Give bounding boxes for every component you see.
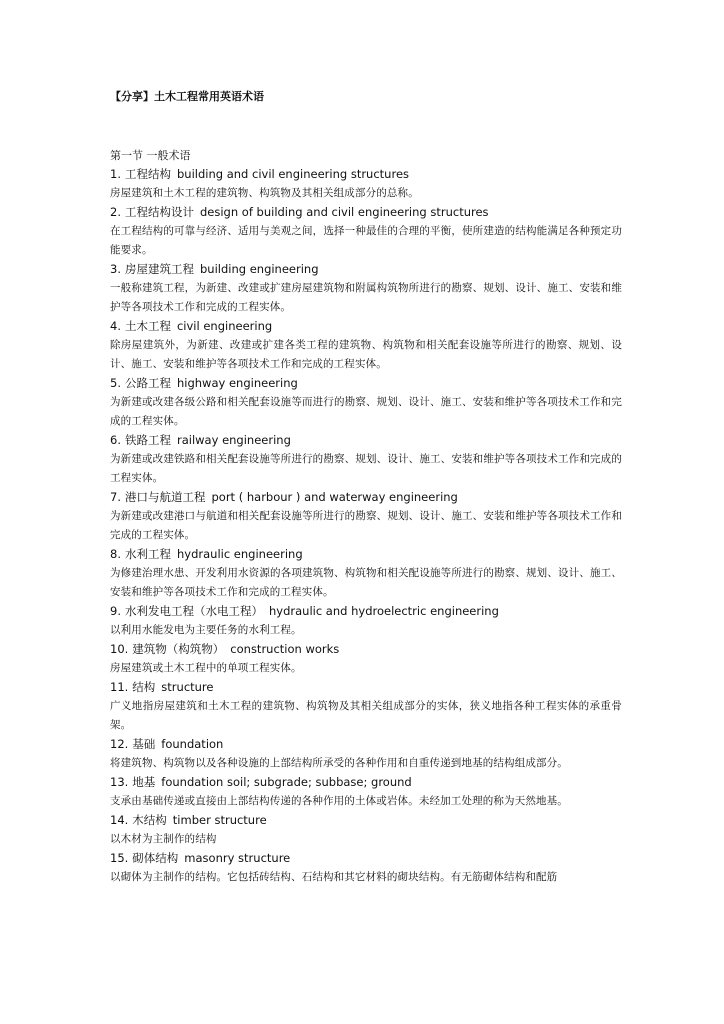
term-english: structure: [161, 680, 214, 694]
term-chinese: 港口与航道工程: [124, 490, 206, 504]
term-entry: [110, 811, 622, 849]
term-english: hydraulic and hydroelectric engineering: [268, 604, 499, 618]
term-number: 8.: [110, 547, 121, 561]
term-title: [110, 374, 622, 393]
term-chinese: 房屋建筑工程: [124, 262, 194, 276]
term-title: [110, 431, 622, 450]
term-english: building and civil engineering structures: [176, 167, 410, 181]
term-english: civil engineering: [176, 319, 273, 333]
term-title: [110, 735, 622, 754]
term-title: [110, 602, 622, 621]
term-chinese: 砌体结构: [132, 851, 179, 865]
term-english: highway engineering: [176, 376, 298, 390]
term-description: 为修建治理水患、开发利用水资源的各项建筑物、构筑物和相关配设施等所进行的勘察、规划、设计、施工、安装和维护等各项技术工作和完成的工程实体。: [110, 567, 622, 598]
term-entry: [110, 602, 622, 640]
term-english: design of building and civil engineering structures: [199, 205, 489, 219]
term-number: 14.: [110, 813, 129, 827]
term-title: [110, 811, 622, 830]
term-description: 以利用水能发电为主要任务的水利工程。: [110, 624, 302, 636]
document-content: [110, 146, 622, 887]
term-entry: [110, 545, 622, 602]
document-title: 【分享】土木工程常用英语术语: [110, 90, 264, 103]
term-number: 11.: [110, 680, 129, 694]
term-list: [110, 165, 622, 887]
term-description: 以砌体为主制作的结构。它包括砖结构、石结构和其它材料的砌块结构。有无筋砌体结构和配筋: [110, 871, 558, 883]
term-number: 10.: [110, 642, 129, 656]
term-english: foundation soil; subgrade; subbase; ground: [161, 775, 412, 789]
term-description: 将建筑物、构筑物以及各种设施的上部结构所承受的各种作用和自重传递到地基的结构组成部分。: [110, 757, 568, 769]
term-description: 房屋建筑或土木工程中的单项工程实体。: [110, 662, 302, 674]
term-entry: [110, 165, 622, 203]
term-description: 以木材为主制作的结构: [110, 833, 217, 845]
term-number: 13.: [110, 775, 129, 789]
term-chinese: 工程结构: [124, 167, 171, 181]
term-title: [110, 317, 622, 336]
term-number: 6.: [110, 433, 121, 447]
term-description: 广义地指房屋建筑和土木工程的建筑物、构筑物及其相关组成部分的实体，狭义地指各种工程实体的承重骨架。: [110, 700, 622, 731]
term-description: 为新建或改建铁路和相关配套设施等所进行的勘察、规划、设计、施工、安装和维护等各项技术工作和完成的工程实体。: [110, 453, 622, 484]
term-entry: [110, 317, 622, 374]
term-number: 7.: [110, 490, 121, 504]
term-description: 在工程结构的可靠与经济、适用与美观之间，选择一种最佳的合理的平衡，使所建造的结构能满足各种预定功能要求。: [110, 225, 622, 256]
term-chinese: 木结构: [132, 813, 167, 827]
term-title: [110, 678, 622, 697]
term-number: 5.: [110, 376, 121, 390]
term-entry: [110, 773, 622, 811]
term-number: 1.: [110, 167, 121, 181]
section-heading: 第一节 一般术语: [110, 149, 191, 162]
term-entry: [110, 374, 622, 431]
term-title: [110, 203, 622, 222]
term-chinese: 工程结构设计: [124, 205, 194, 219]
term-english: port ( harbour ) and waterway engineering: [211, 490, 458, 504]
term-title: [110, 165, 622, 184]
term-description: 一般称建筑工程，为新建、改建或扩建房屋建筑物和附属构筑物所进行的勘察、规划、设计、施工、安装和维护等各项技术工作和完成的工程实体。: [110, 282, 622, 313]
term-entry: [110, 640, 622, 678]
term-description: 支承由基础传递或直接由上部结构传递的各种作用的土体或岩体。未经加工处理的称为天然地基。: [110, 795, 568, 807]
term-chinese: 水利工程: [124, 547, 171, 561]
term-english: foundation: [161, 737, 224, 751]
term-english: hydraulic engineering: [176, 547, 303, 561]
term-english: masonry structure: [184, 851, 291, 865]
term-description: 房屋建筑和土木工程的建筑物、构筑物及其相关组成部分的总称。: [110, 187, 419, 199]
term-english: building engineering: [199, 262, 319, 276]
term-number: 12.: [110, 737, 129, 751]
term-entry: [110, 849, 622, 887]
term-chinese: 基础: [132, 737, 156, 751]
term-chinese: 水利发电工程（水电工程）: [124, 604, 263, 618]
term-description: 为新建或改建港口与航道和相关配套设施等所进行的勘察、规划、设计、施工、安装和维护等各项技术工作和完成的工程实体。: [110, 510, 622, 541]
term-title: [110, 545, 622, 564]
term-title: [110, 640, 622, 659]
term-english: railway engineering: [176, 433, 291, 447]
term-chinese: 地基: [132, 775, 156, 789]
term-entry: [110, 488, 622, 545]
term-chinese: 铁路工程: [124, 433, 171, 447]
term-chinese: 公路工程: [124, 376, 171, 390]
term-english: construction works: [230, 642, 340, 656]
term-title: [110, 260, 622, 279]
term-number: 4.: [110, 319, 121, 333]
term-title: [110, 849, 622, 868]
term-title: [110, 773, 622, 792]
term-english: timber structure: [172, 813, 267, 827]
term-entry: [110, 203, 622, 260]
term-entry: [110, 735, 622, 773]
term-number: 3.: [110, 262, 121, 276]
term-description: 为新建或改建各级公路和相关配套设施等而进行的勘察、规划、设计、施工、安装和维护等各项技术工作和完成的工程实体。: [110, 396, 622, 427]
term-description: 除房屋建筑外，为新建、改建或扩建各类工程的建筑物、构筑物和相关配套设施等所进行的勘察、规划、设计、施工、安装和维护等各项技术工作和完成的工程实体。: [110, 339, 622, 370]
term-entry: [110, 678, 622, 735]
term-chinese: 建筑物（构筑物）: [132, 642, 225, 656]
term-number: 9.: [110, 604, 121, 618]
term-number: 15.: [110, 851, 129, 865]
term-entry: [110, 260, 622, 317]
term-chinese: 土木工程: [124, 319, 171, 333]
term-entry: [110, 431, 622, 488]
term-number: 2.: [110, 205, 121, 219]
term-title: [110, 488, 622, 507]
term-chinese: 结构: [132, 680, 156, 694]
